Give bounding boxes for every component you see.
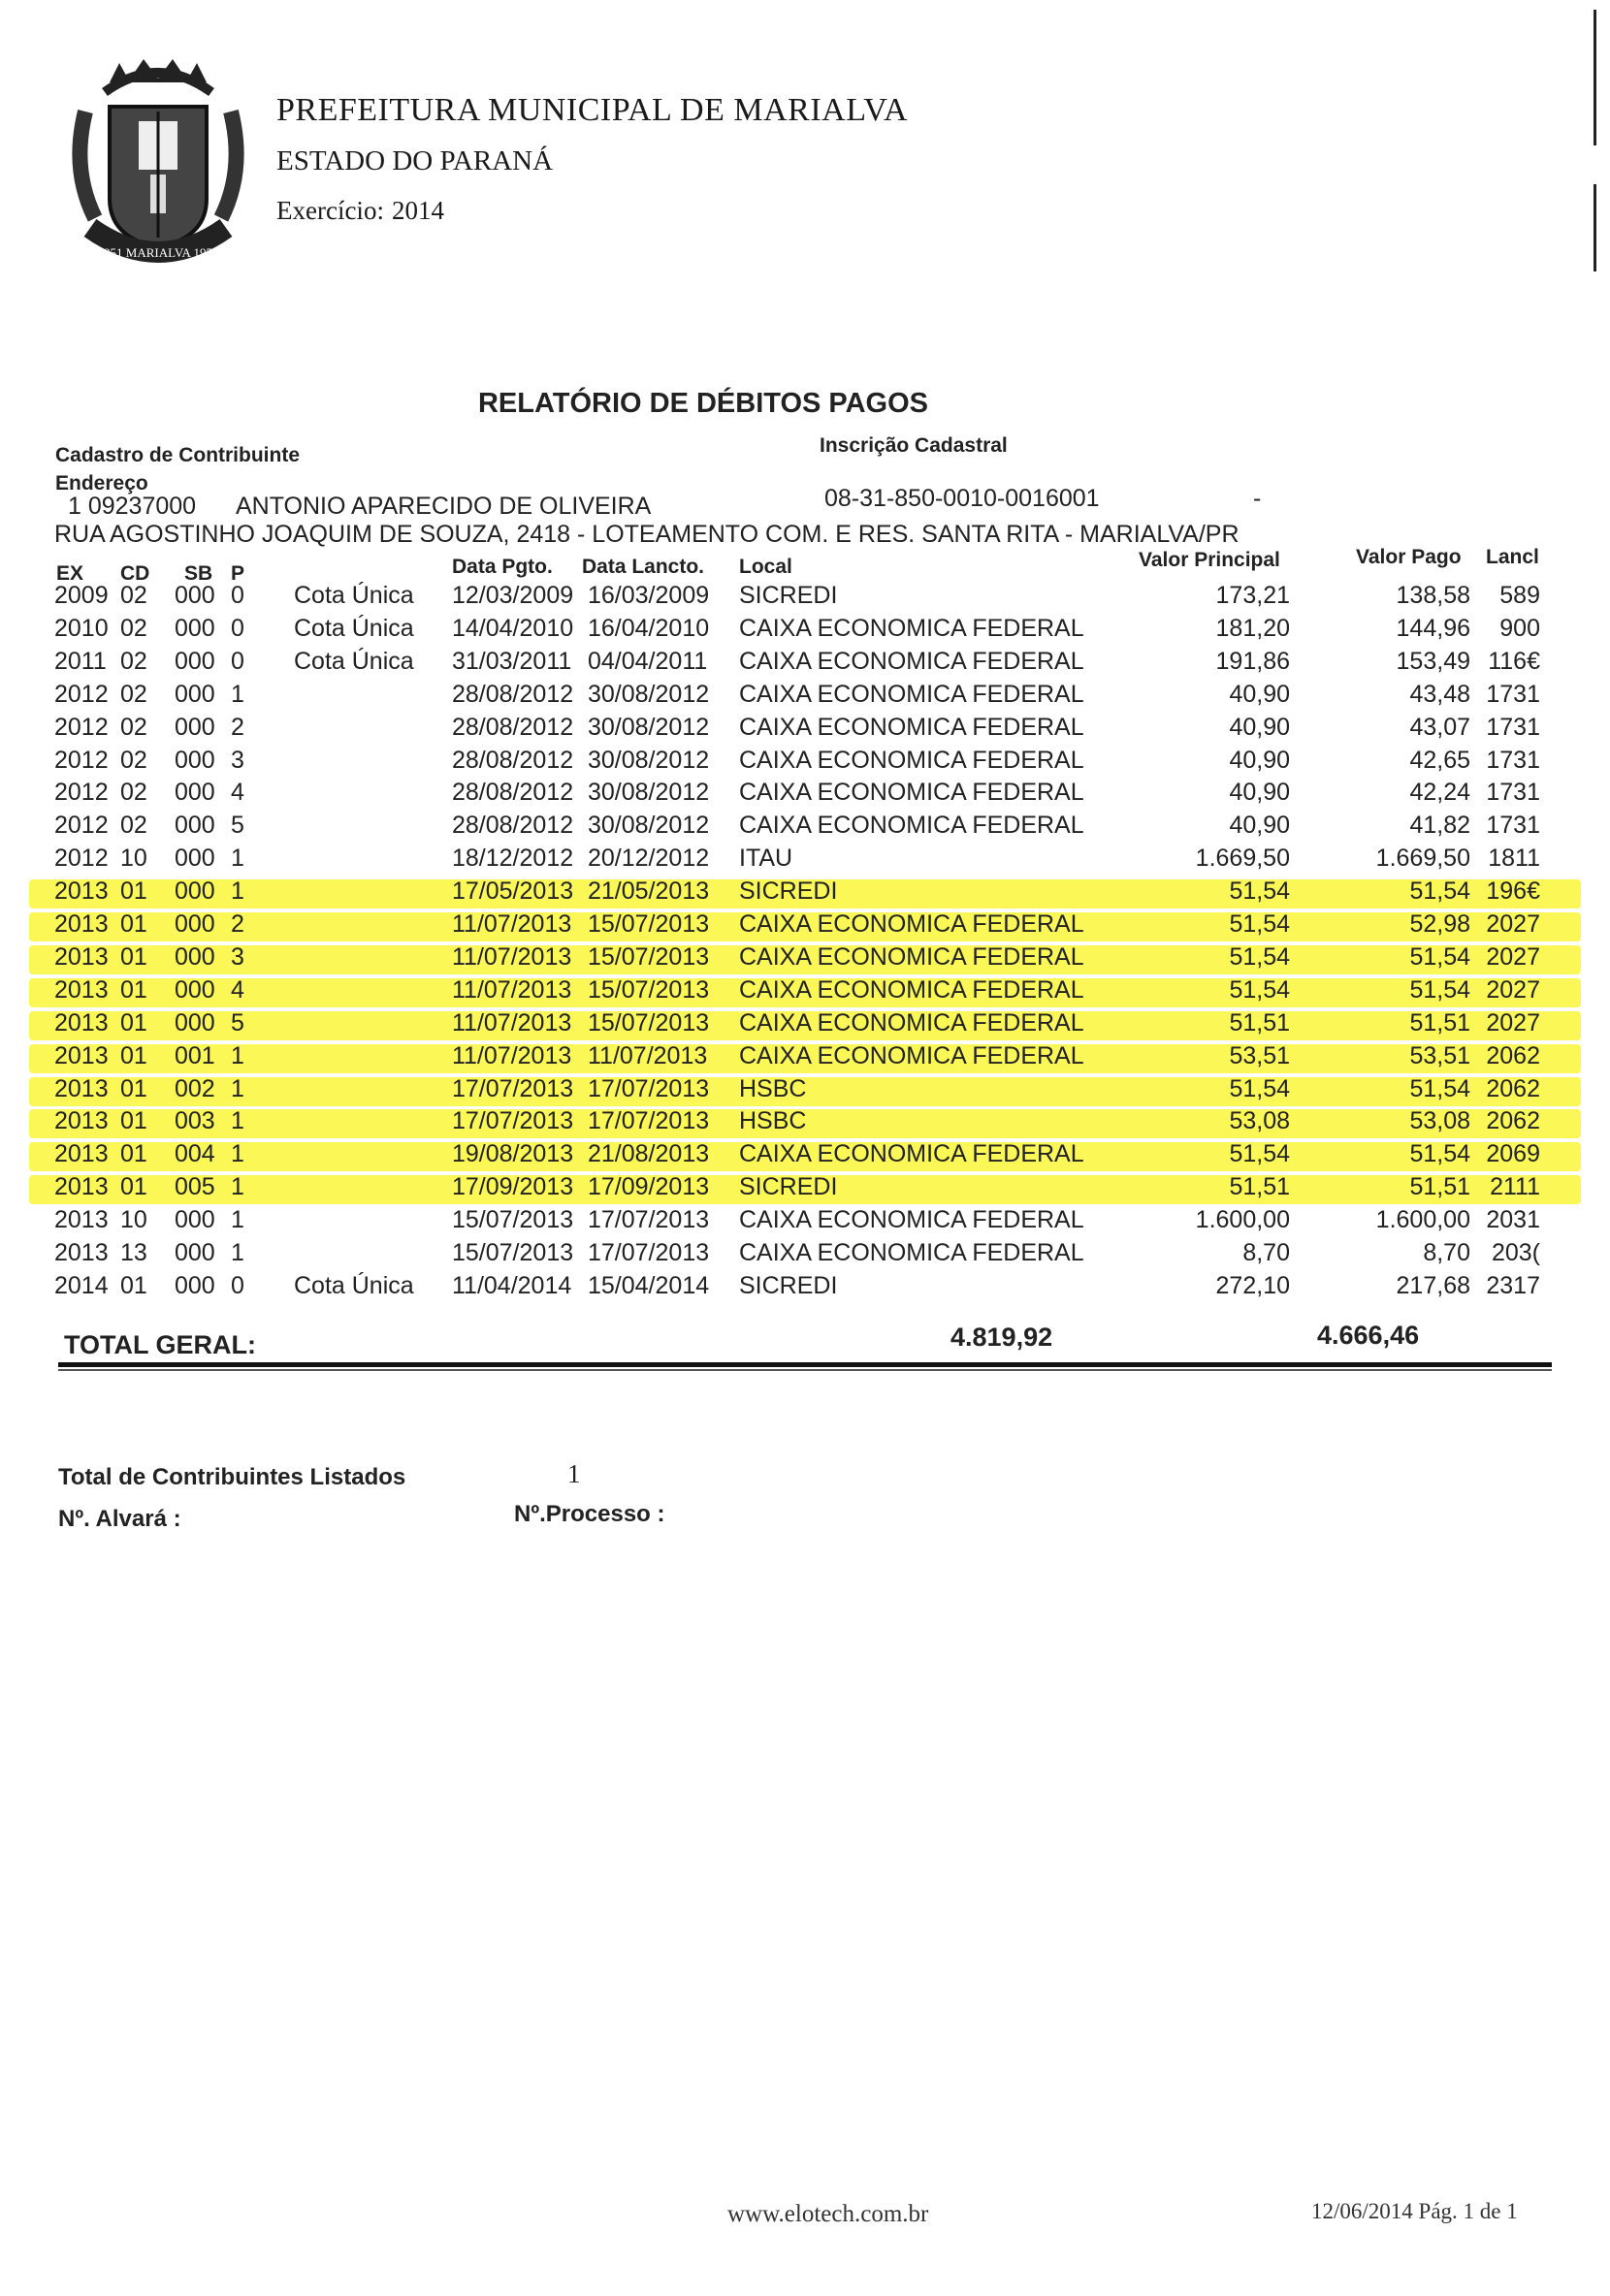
- cell-lanc: 2062: [1486, 1042, 1540, 1069]
- cell-lanc: 589: [1499, 582, 1540, 609]
- cell-valor-pago: 51,54: [1409, 1140, 1470, 1167]
- listed-label: Total de Contribuintes Listados: [58, 1464, 406, 1490]
- cell-valor-pago: 42,65: [1409, 747, 1470, 774]
- cell-desc: Cota Única: [294, 1272, 414, 1299]
- cell-data-lancto: 30/08/2012: [588, 812, 710, 839]
- cell-ex: 2013: [54, 877, 109, 905]
- cell-data-lancto: 15/07/2013: [588, 976, 710, 1004]
- col-data-lancto: Data Lancto.: [582, 556, 705, 578]
- cell-valor-pago: 53,51: [1409, 1042, 1470, 1069]
- cell-p: 1: [231, 1042, 244, 1069]
- cell-valor-principal: 1.600,00: [1195, 1206, 1290, 1233]
- seal-text: 1951 MARIALVA 1952: [97, 245, 219, 260]
- cell-sb: 000: [175, 648, 215, 675]
- cell-desc: Cota Única: [294, 615, 414, 642]
- cell-cd: 13: [120, 1239, 147, 1266]
- report-title: RELATÓRIO DE DÉBITOS PAGOS: [477, 388, 929, 419]
- total-divider-thin: [58, 1369, 1552, 1371]
- cell-lanc: 2062: [1486, 1075, 1540, 1102]
- cell-cd: 02: [120, 812, 147, 839]
- cell-sb: 003: [175, 1107, 215, 1134]
- cell-p: 4: [231, 779, 244, 806]
- cell-p: 3: [231, 747, 244, 774]
- cell-data-pgto: 11/04/2014: [452, 1272, 572, 1299]
- state-name: ESTADO DO PARANÁ: [276, 145, 554, 176]
- cell-valor-principal: 173,21: [1215, 582, 1290, 609]
- cell-ex: 2012: [54, 747, 109, 774]
- cell-local: HSBC: [739, 1107, 807, 1134]
- cell-local: CAIXA ECONOMICA FEDERAL: [739, 910, 1084, 938]
- col-ex: EX: [56, 562, 84, 585]
- cell-local: CAIXA ECONOMICA FEDERAL: [739, 1042, 1084, 1069]
- table-row: [0, 779, 1610, 812]
- cell-ex: 2013: [54, 1075, 109, 1102]
- cell-data-pgto: 11/07/2013: [452, 1009, 572, 1036]
- cell-ex: 2009: [54, 582, 109, 609]
- table-row: [0, 714, 1610, 747]
- cell-lanc: 196€: [1486, 877, 1540, 905]
- cell-local: CAIXA ECONOMICA FEDERAL: [739, 812, 1084, 839]
- cell-valor-pago: 51,51: [1409, 1009, 1470, 1036]
- cell-p: 0: [231, 582, 244, 609]
- cell-ex: 2013: [54, 943, 109, 971]
- cell-cd: 02: [120, 615, 147, 642]
- cell-data-pgto: 17/05/2013: [452, 877, 574, 905]
- footer-url: www.elotech.com.br: [727, 2201, 929, 2227]
- cell-valor-pago: 1.669,50: [1375, 845, 1470, 872]
- cell-local: CAIXA ECONOMICA FEDERAL: [739, 615, 1084, 642]
- cell-cd: 02: [120, 714, 147, 741]
- cell-data-pgto: 11/07/2013: [452, 976, 572, 1004]
- cell-cd: 01: [120, 1042, 147, 1069]
- cell-sb: 000: [175, 1272, 215, 1299]
- table-row: [0, 1075, 1610, 1108]
- cell-valor-principal: 191,86: [1215, 648, 1290, 675]
- cell-sb: 000: [175, 779, 215, 806]
- col-valor-principal: Valor Principal: [1139, 549, 1280, 571]
- cell-valor-principal: 40,90: [1229, 714, 1290, 741]
- cell-cd: 02: [120, 747, 147, 774]
- taxpayer-name: ANTONIO APARECIDO DE OLIVEIRA: [236, 493, 652, 520]
- table-row: [0, 1009, 1610, 1042]
- total-divider: [58, 1362, 1552, 1367]
- cell-sb: 000: [175, 943, 215, 971]
- cell-p: 3: [231, 943, 244, 971]
- cell-local: CAIXA ECONOMICA FEDERAL: [739, 714, 1084, 741]
- cell-lanc: 1811: [1488, 845, 1540, 872]
- footer-page-info: 12/06/2014 Pág. 1 de 1: [1311, 2199, 1518, 2223]
- cell-valor-pago: 144,96: [1396, 615, 1470, 642]
- cell-sb: 002: [175, 1075, 215, 1102]
- cell-cd: 10: [120, 845, 147, 872]
- cell-ex: 2013: [54, 1107, 109, 1134]
- cell-data-pgto: 11/07/2013: [452, 910, 572, 938]
- table-row: [0, 1173, 1610, 1206]
- table-row: [0, 812, 1610, 845]
- cell-ex: 2014: [54, 1272, 109, 1299]
- municipal-coat-of-arms: [66, 53, 250, 276]
- cell-desc: Cota Única: [294, 648, 414, 675]
- cell-data-pgto: 14/04/2010: [452, 615, 574, 642]
- cell-sb: 000: [175, 615, 215, 642]
- cell-p: 1: [231, 1107, 244, 1134]
- cell-valor-principal: 51,54: [1229, 1075, 1290, 1102]
- cell-data-pgto: 11/07/2013: [452, 943, 572, 971]
- cell-data-lancto: 15/04/2014: [588, 1272, 710, 1299]
- cell-valor-principal: 51,51: [1229, 1173, 1290, 1200]
- cell-valor-principal: 1.669,50: [1195, 845, 1290, 872]
- cell-lanc: 1731: [1486, 714, 1540, 741]
- cell-valor-principal: 181,20: [1215, 615, 1290, 642]
- cell-valor-pago: 217,68: [1396, 1272, 1470, 1299]
- cell-valor-principal: 40,90: [1229, 747, 1290, 774]
- cell-local: CAIXA ECONOMICA FEDERAL: [739, 747, 1084, 774]
- cell-data-pgto: 18/12/2012: [452, 845, 574, 872]
- cell-sb: 000: [175, 877, 215, 905]
- cell-valor-pago: 43,07: [1409, 714, 1470, 741]
- table-row: [0, 615, 1610, 648]
- cell-data-pgto: 17/09/2013: [452, 1173, 574, 1200]
- cell-lanc: 2069: [1486, 1140, 1540, 1167]
- cell-valor-principal: 51,54: [1229, 943, 1290, 971]
- cell-data-lancto: 11/07/2013: [588, 1042, 708, 1069]
- cell-valor-pago: 51,54: [1409, 976, 1470, 1004]
- table-row: [0, 1206, 1610, 1239]
- cell-data-pgto: 28/08/2012: [452, 681, 574, 708]
- cell-p: 5: [231, 812, 244, 839]
- taxpayer-number: 1 09237000: [68, 493, 197, 520]
- table-row: [0, 976, 1610, 1009]
- cell-sb: 000: [175, 845, 215, 872]
- cell-valor-pago: 138,58: [1396, 582, 1470, 609]
- cell-sb: 001: [175, 1042, 215, 1069]
- cell-cd: 01: [120, 1173, 147, 1200]
- cell-valor-pago: 42,24: [1409, 779, 1470, 806]
- inscricao-label: Inscrição Cadastral: [820, 434, 1008, 457]
- cell-cd: 02: [120, 681, 147, 708]
- cell-data-pgto: 28/08/2012: [452, 747, 574, 774]
- cell-cd: 02: [120, 779, 147, 806]
- cell-valor-pago: 51,54: [1409, 943, 1470, 971]
- cell-cd: 01: [120, 1140, 147, 1167]
- total-pago: 4.666,46: [1317, 1321, 1420, 1350]
- cell-p: 1: [231, 681, 244, 708]
- cell-data-lancto: 04/04/2011: [588, 648, 708, 675]
- scan-edge-mark: [1594, 10, 1596, 145]
- cell-local: CAIXA ECONOMICA FEDERAL: [739, 976, 1084, 1004]
- col-cd: CD: [120, 562, 150, 585]
- cell-sb: 000: [175, 714, 215, 741]
- cadastro-label: Cadastro de Contribuinte: [55, 444, 301, 466]
- col-sb: SB: [184, 562, 213, 585]
- col-valor-pago: Valor Pago: [1356, 546, 1462, 568]
- cell-valor-principal: 8,70: [1242, 1239, 1290, 1266]
- cell-ex: 2013: [54, 976, 109, 1004]
- inscricao-dash: -: [1253, 485, 1262, 512]
- cell-sb: 000: [175, 1239, 215, 1266]
- cell-ex: 2011: [54, 648, 107, 675]
- cell-p: 0: [231, 615, 244, 642]
- cell-ex: 2013: [54, 1206, 109, 1233]
- cell-p: 1: [231, 1140, 244, 1167]
- cell-data-pgto: 31/03/2011: [452, 648, 572, 675]
- table-row: [0, 943, 1610, 976]
- cell-lanc: 2027: [1486, 910, 1540, 938]
- cell-sb: 000: [175, 910, 215, 938]
- cell-data-pgto: 11/07/2013: [452, 1042, 572, 1069]
- cell-valor-pago: 52,98: [1409, 910, 1470, 938]
- inscricao-value: 08-31-850-0010-0016001: [824, 485, 1100, 512]
- cell-ex: 2013: [54, 910, 109, 938]
- cell-local: SICREDI: [739, 582, 838, 609]
- table-row: [0, 845, 1610, 877]
- cell-p: 2: [231, 910, 244, 938]
- cell-local: CAIXA ECONOMICA FEDERAL: [739, 648, 1084, 675]
- table-row: [0, 877, 1610, 910]
- exercise-value: 2014: [391, 196, 444, 225]
- cell-cd: 01: [120, 1272, 147, 1299]
- cell-valor-principal: 272,10: [1215, 1272, 1290, 1299]
- cell-valor-principal: 53,51: [1229, 1042, 1290, 1069]
- cell-p: 1: [231, 845, 244, 872]
- table-row: [0, 910, 1610, 943]
- cell-local: CAIXA ECONOMICA FEDERAL: [739, 779, 1084, 806]
- cell-p: 1: [231, 877, 244, 905]
- cell-data-pgto: 12/03/2009: [452, 582, 574, 609]
- table-row: [0, 681, 1610, 714]
- cell-ex: 2012: [54, 845, 109, 872]
- cell-valor-principal: 51,54: [1229, 1140, 1290, 1167]
- cell-data-lancto: 30/08/2012: [588, 681, 710, 708]
- cell-lanc: 1731: [1486, 812, 1540, 839]
- cell-sb: 000: [175, 1206, 215, 1233]
- cell-cd: 01: [120, 1107, 147, 1134]
- cell-local: CAIXA ECONOMICA FEDERAL: [739, 681, 1084, 708]
- cell-local: SICREDI: [739, 1173, 838, 1200]
- cell-p: 1: [231, 1239, 244, 1266]
- cell-cd: 01: [120, 1075, 147, 1102]
- cell-data-lancto: 15/07/2013: [588, 943, 710, 971]
- alvara-label: Nº. Alvará :: [58, 1506, 181, 1532]
- cell-lanc: 2031: [1486, 1206, 1540, 1233]
- cell-cd: 01: [120, 976, 147, 1004]
- col-data-pgto: Data Pgto.: [452, 556, 553, 578]
- cell-valor-principal: 51,54: [1229, 877, 1290, 905]
- table-row: [0, 747, 1610, 780]
- cell-p: 2: [231, 714, 244, 741]
- cell-lanc: 1731: [1486, 779, 1540, 806]
- cell-ex: 2013: [54, 1042, 109, 1069]
- cell-p: 5: [231, 1009, 244, 1036]
- cell-valor-pago: 153,49: [1396, 648, 1470, 675]
- exercise-label: Exercício:: [276, 196, 384, 225]
- cell-p: 0: [231, 648, 244, 675]
- cell-lanc: 1731: [1486, 681, 1540, 708]
- endereco-label: Endereço: [55, 472, 148, 494]
- cell-lanc: 203(: [1491, 1239, 1540, 1266]
- cell-cd: 01: [120, 943, 147, 971]
- cell-valor-pago: 1.600,00: [1375, 1206, 1470, 1233]
- cell-p: 4: [231, 976, 244, 1004]
- table-row: [0, 648, 1610, 681]
- cell-data-pgto: 17/07/2013: [452, 1107, 574, 1134]
- cell-valor-pago: 51,51: [1409, 1173, 1470, 1200]
- exercise-year: [276, 196, 444, 226]
- cell-cd: 10: [120, 1206, 147, 1233]
- cell-data-pgto: 28/08/2012: [452, 779, 574, 806]
- col-p: P: [231, 562, 245, 585]
- cell-sb: 000: [175, 812, 215, 839]
- cell-valor-pago: 51,54: [1409, 1075, 1470, 1102]
- cell-lanc: 2317: [1486, 1272, 1540, 1299]
- table-row: [0, 1107, 1610, 1140]
- cell-ex: 2013: [54, 1239, 109, 1266]
- cell-local: CAIXA ECONOMICA FEDERAL: [739, 1239, 1084, 1266]
- total-label: TOTAL GERAL:: [64, 1330, 256, 1359]
- cell-valor-principal: 40,90: [1229, 681, 1290, 708]
- cell-data-pgto: 17/07/2013: [452, 1075, 574, 1102]
- cell-ex: 2012: [54, 779, 109, 806]
- cell-data-pgto: 15/07/2013: [452, 1239, 574, 1266]
- cell-data-pgto: 28/08/2012: [452, 812, 574, 839]
- cell-lanc: 2062: [1486, 1107, 1540, 1134]
- cell-sb: 000: [175, 1009, 215, 1036]
- cell-valor-pago: 8,70: [1423, 1239, 1470, 1266]
- page-title: PREFEITURA MUNICIPAL DE MARIALVA: [276, 92, 909, 128]
- cell-valor-pago: 53,08: [1409, 1107, 1470, 1134]
- cell-sb: 000: [175, 681, 215, 708]
- cell-lanc: 2027: [1486, 943, 1540, 971]
- cell-sb: 000: [175, 582, 215, 609]
- cell-p: 1: [231, 1075, 244, 1102]
- address-line: RUA AGOSTINHO JOAQUIM DE SOUZA, 2418 - LOTEAMENTO COM. E RES. SANTA RITA - MARIALVA/PR: [54, 521, 1240, 548]
- cell-local: SICREDI: [739, 877, 838, 905]
- col-local: Local: [739, 556, 792, 578]
- cell-data-lancto: 21/08/2013: [588, 1140, 710, 1167]
- cell-local: CAIXA ECONOMICA FEDERAL: [739, 943, 1084, 971]
- cell-ex: 2010: [54, 615, 109, 642]
- cell-ex: 2013: [54, 1140, 109, 1167]
- cell-data-lancto: 30/08/2012: [588, 747, 710, 774]
- cell-lanc: 116€: [1488, 648, 1540, 675]
- cell-data-lancto: 16/03/2009: [588, 582, 710, 609]
- col-lanc: Lancl: [1486, 546, 1539, 568]
- cell-sb: 000: [175, 747, 215, 774]
- cell-valor-principal: 40,90: [1229, 812, 1290, 839]
- cell-ex: 2013: [54, 1173, 109, 1200]
- cell-cd: 01: [120, 877, 147, 905]
- cell-sb: 005: [175, 1173, 215, 1200]
- cell-p: 1: [231, 1173, 244, 1200]
- listed-value: 1: [567, 1459, 581, 1488]
- cell-p: 1: [231, 1206, 244, 1233]
- cell-data-lancto: 17/07/2013: [588, 1107, 710, 1134]
- cell-local: ITAU: [739, 845, 793, 872]
- cell-data-lancto: 17/07/2013: [588, 1206, 710, 1233]
- cell-data-lancto: 16/04/2010: [588, 615, 710, 642]
- cell-lanc: 2027: [1486, 1009, 1540, 1036]
- cell-data-lancto: 30/08/2012: [588, 714, 710, 741]
- cell-ex: 2012: [54, 714, 109, 741]
- cell-data-pgto: 19/08/2013: [452, 1140, 574, 1167]
- cell-valor-principal: 51,54: [1229, 976, 1290, 1004]
- cell-local: CAIXA ECONOMICA FEDERAL: [739, 1009, 1084, 1036]
- cell-data-lancto: 21/05/2013: [588, 877, 710, 905]
- cell-valor-principal: 51,51: [1229, 1009, 1290, 1036]
- cell-cd: 02: [120, 582, 147, 609]
- total-principal: 4.819,92: [950, 1323, 1053, 1352]
- cell-lanc: 2027: [1486, 976, 1540, 1004]
- cell-data-lancto: 17/09/2013: [588, 1173, 710, 1200]
- cell-data-lancto: 15/07/2013: [588, 1009, 710, 1036]
- table-row: [0, 1140, 1610, 1173]
- cell-valor-pago: 43,48: [1409, 681, 1470, 708]
- cell-data-pgto: 28/08/2012: [452, 714, 574, 741]
- table-row: [0, 1272, 1610, 1305]
- cell-local: CAIXA ECONOMICA FEDERAL: [739, 1140, 1084, 1167]
- cell-valor-pago: 51,54: [1409, 877, 1470, 905]
- cell-local: CAIXA ECONOMICA FEDERAL: [739, 1206, 1084, 1233]
- cell-data-lancto: 17/07/2013: [588, 1075, 710, 1102]
- cell-ex: 2012: [54, 681, 109, 708]
- cell-valor-pago: 41,82: [1409, 812, 1470, 839]
- cell-data-lancto: 15/07/2013: [588, 910, 710, 938]
- cell-sb: 000: [175, 976, 215, 1004]
- cell-cd: 02: [120, 648, 147, 675]
- cell-data-lancto: 30/08/2012: [588, 779, 710, 806]
- cell-valor-principal: 51,54: [1229, 910, 1290, 938]
- cell-local: HSBC: [739, 1075, 807, 1102]
- cell-lanc: 1731: [1486, 747, 1540, 774]
- cell-desc: Cota Única: [294, 582, 414, 609]
- cell-data-pgto: 15/07/2013: [452, 1206, 574, 1233]
- cell-cd: 01: [120, 910, 147, 938]
- cell-ex: 2012: [54, 812, 109, 839]
- table-row: [0, 582, 1610, 615]
- cell-data-lancto: 17/07/2013: [588, 1239, 710, 1266]
- cell-valor-principal: 40,90: [1229, 779, 1290, 806]
- cell-data-lancto: 20/12/2012: [588, 845, 710, 872]
- cell-ex: 2013: [54, 1009, 109, 1036]
- cell-p: 0: [231, 1272, 244, 1299]
- cell-sb: 004: [175, 1140, 215, 1167]
- cell-valor-principal: 53,08: [1229, 1107, 1290, 1134]
- cell-lanc: 900: [1499, 615, 1540, 642]
- scan-edge-mark: [1594, 184, 1596, 271]
- table-row: [0, 1042, 1610, 1075]
- cell-cd: 01: [120, 1009, 147, 1036]
- cell-local: SICREDI: [739, 1272, 838, 1299]
- cell-lanc: 2111: [1490, 1173, 1540, 1200]
- processo-label: Nº.Processo :: [514, 1501, 665, 1527]
- table-row: [0, 1239, 1610, 1272]
